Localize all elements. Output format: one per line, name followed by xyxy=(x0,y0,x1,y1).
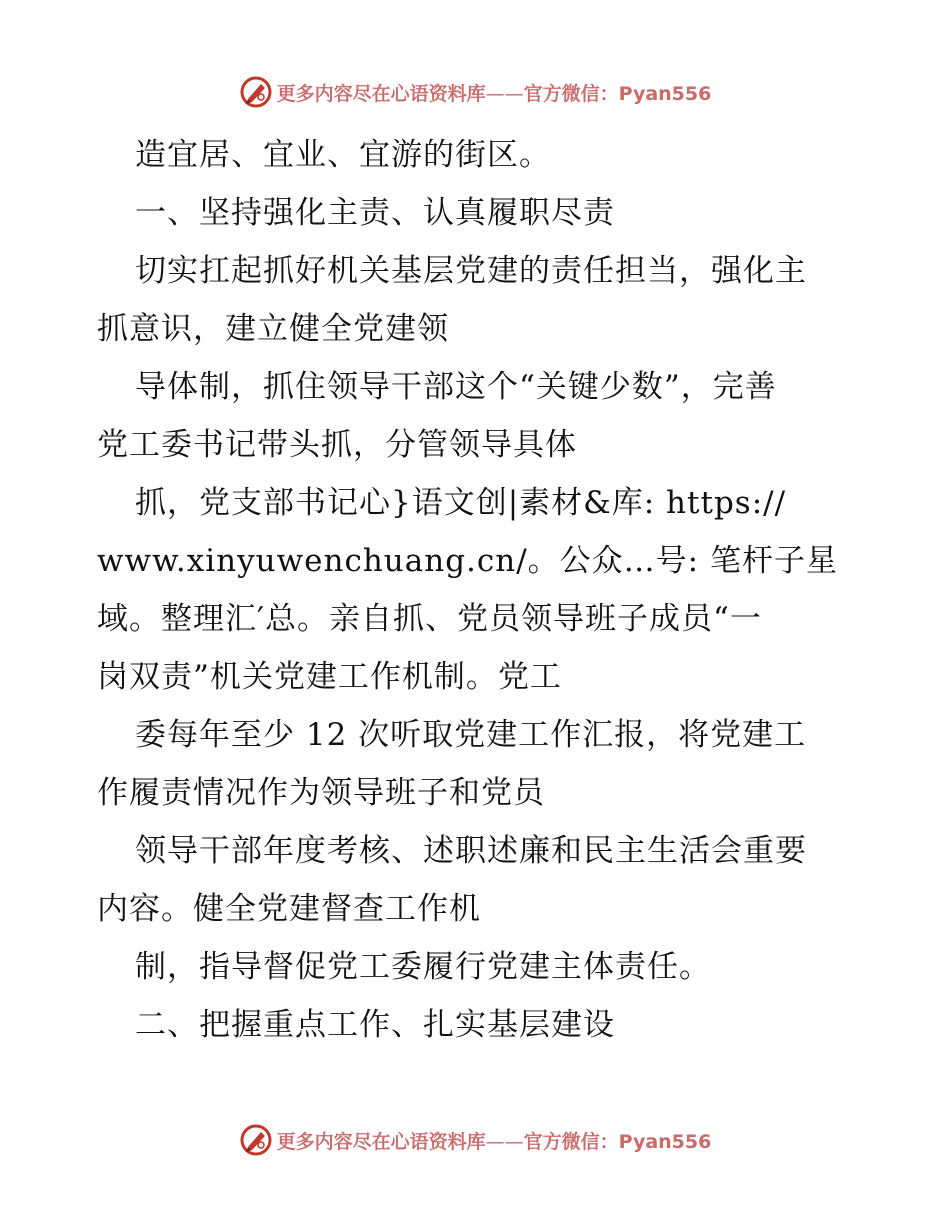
section-heading: 一、坚持强化主责、认真履职尽责 xyxy=(135,195,615,231)
text-line: 抓，党支部书记心}语文创|素材&库: https:// xyxy=(135,485,787,521)
banner-text: 更多内容尽在心语资料库——官方微信：Pyan556 xyxy=(276,82,712,105)
text-line: 制，指导督促党工委履行党建主体责任。 xyxy=(135,949,711,985)
text-line: 领导干部年度考核、述职述廉和民主生活会重要 xyxy=(135,833,807,869)
pen-nib-logo-icon xyxy=(239,1123,273,1157)
text-line: 党工委书记带头抓，分管领导具体 xyxy=(97,427,577,463)
text-line: 抓意识，建立健全党建领 xyxy=(97,311,449,347)
text-line: www.xinyuwenchuang.cn/。公众…号: 笔杆子星 xyxy=(97,543,838,579)
document-body xyxy=(97,126,857,1054)
header-banner xyxy=(0,72,950,112)
text-line: 内容。健全党建督查工作机 xyxy=(97,891,481,927)
section-heading: 二、把握重点工作、扎实基层建设 xyxy=(135,1007,615,1043)
text-line: 岗双责”机关党建工作机制。党工 xyxy=(97,659,562,695)
footer-banner xyxy=(0,1120,950,1160)
banner-text: 更多内容尽在心语资料库——官方微信：Pyan556 xyxy=(276,1130,712,1153)
text-line: 切实扛起抓好机关基层党建的责任担当，强化主 xyxy=(135,253,807,289)
pen-nib-logo-icon xyxy=(239,75,273,109)
text-line: 造宜居、宜业、宜游的街区。 xyxy=(135,137,551,173)
text-line: 作履责情况作为领导班子和党员 xyxy=(97,775,545,811)
text-line: 域。整理汇′总。亲自抓、党员领导班子成员“一 xyxy=(97,601,762,637)
text-line: 委每年至少 12 次听取党建工作汇报，将党建工 xyxy=(135,717,807,753)
text-line: 导体制，抓住领导干部这个“关键少数”，完善 xyxy=(135,369,777,405)
